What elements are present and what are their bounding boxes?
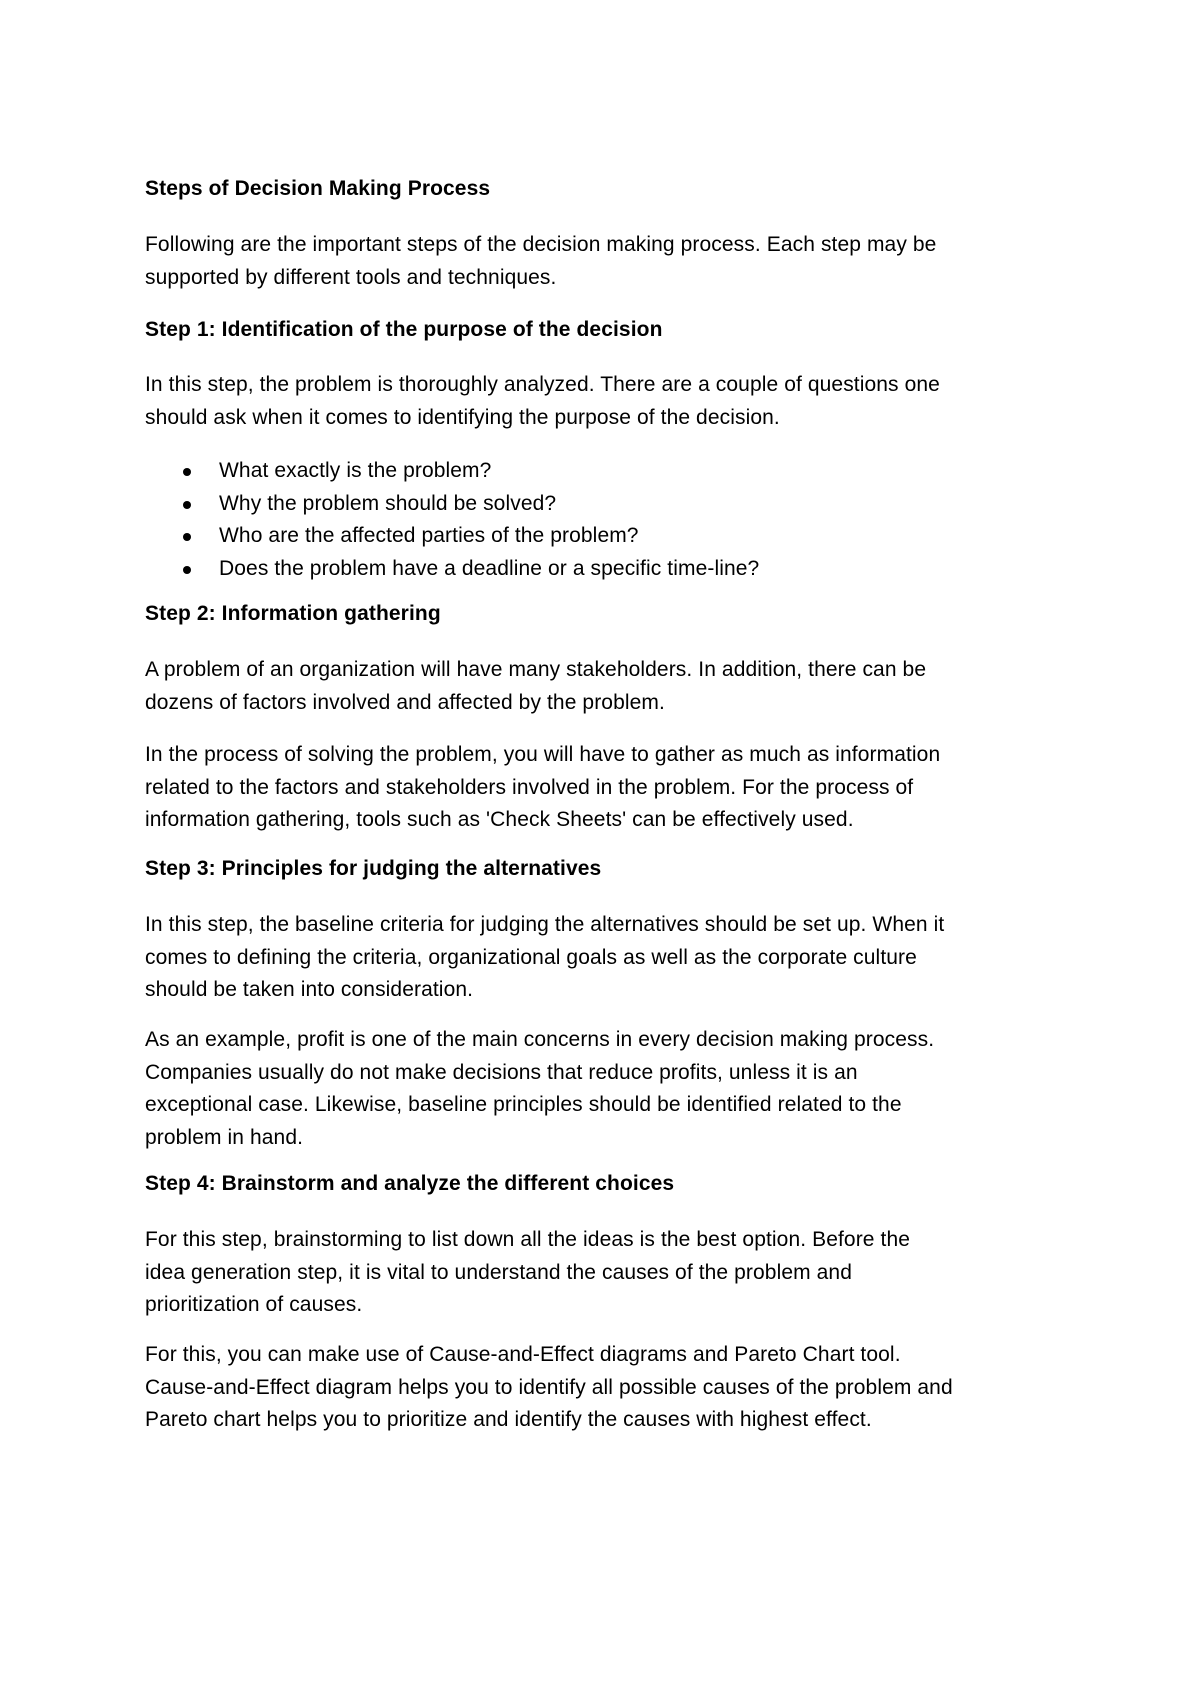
paragraph-line: Companies usually do not make decisions that reduce profits, unless it is an [145, 1060, 858, 1084]
paragraph-line: Following are the important steps of the decision making process. Each step may be [145, 233, 937, 256]
paragraph-line: supported by different tools and techniques. [145, 265, 557, 289]
paragraph-line: comes to defining the criteria, organizational goals as well as the corporate culture [145, 945, 917, 969]
paragraph-line: In this step, the problem is thoroughly analyzed. There are a couple of questions one [145, 373, 940, 396]
list-item [145, 553, 1075, 586]
step-4-paragraph-2 [145, 1339, 1075, 1437]
paragraph-line: information gathering, tools such as 'Check Sheets' can be effectively used. [145, 808, 854, 831]
paragraph-line: idea generation step, it is vital to understand the causes of the problem and [145, 1260, 852, 1284]
list-item [145, 455, 1075, 488]
step-2-paragraph-1 [145, 654, 1075, 719]
bullet-icon [183, 566, 191, 574]
bullet-icon [183, 533, 191, 541]
step-4-paragraph-1 [145, 1224, 1075, 1322]
paragraph-line: In this step, the baseline criteria for judging the alternatives should be set up. When it [145, 913, 945, 936]
paragraph-line: dozens of factors involved and affected by the problem. [145, 690, 665, 714]
step-3-heading: Step 3: Principles for judging the alternatives [145, 857, 602, 880]
step-4-heading: Step 4: Brainstorm and analyze the different choices [145, 1172, 675, 1195]
paragraph-line: Cause-and-Effect diagram helps you to identify all possible causes of the problem and [145, 1375, 953, 1399]
list-item-text: Why the problem should be solved? [219, 491, 557, 515]
paragraph-line: In the process of solving the problem, you will have to gather as much as information [145, 743, 941, 766]
document-title: Steps of Decision Making Process [145, 177, 491, 200]
step-2-paragraph-2 [145, 739, 1075, 837]
paragraph-line: prioritization of causes. [145, 1293, 363, 1316]
step-3-paragraph-2 [145, 1024, 1075, 1154]
step-2-heading: Step 2: Information gathering [145, 602, 441, 625]
paragraph-line: A problem of an organization will have many stakeholders. In addition, there can be [145, 658, 927, 681]
paragraph-line: related to the factors and stakeholders involved in the problem. For the process of [145, 775, 914, 799]
intro-paragraph [145, 229, 1075, 294]
list-item [145, 520, 1075, 553]
bullet-icon [183, 468, 191, 476]
step-1-paragraph [145, 369, 1075, 434]
paragraph-line: should be taken into consideration. [145, 978, 474, 1001]
paragraph-line: Pareto chart helps you to prioritize and identify the causes with highest effect. [145, 1408, 872, 1431]
paragraph-line: As an example, profit is one of the main concerns in every decision making process. [145, 1028, 935, 1051]
paragraph-line: For this, you can make use of Cause-and-Effect diagrams and Pareto Chart tool. [145, 1343, 901, 1366]
paragraph-line: problem in hand. [145, 1125, 304, 1149]
list-item-text: What exactly is the problem? [219, 459, 492, 482]
list-item-text: Who are the affected parties of the problem? [219, 524, 639, 547]
bullet-icon [183, 501, 191, 509]
paragraph-line: should ask when it comes to identifying the purpose of the decision. [145, 405, 780, 429]
paragraph-line: exceptional case. Likewise, baseline principles should be identified related to the [145, 1093, 902, 1116]
paragraph-line: For this step, brainstorming to list down all the ideas is the best option. Before the [145, 1228, 910, 1251]
step-3-paragraph-1 [145, 909, 1075, 1007]
list-item-text: Does the problem have a deadline or a specific time-line? [219, 556, 760, 580]
list-item [145, 488, 1075, 521]
step-1-heading: Step 1: Identification of the purpose of the decision [145, 318, 663, 341]
step-1-question-list [145, 455, 1075, 585]
